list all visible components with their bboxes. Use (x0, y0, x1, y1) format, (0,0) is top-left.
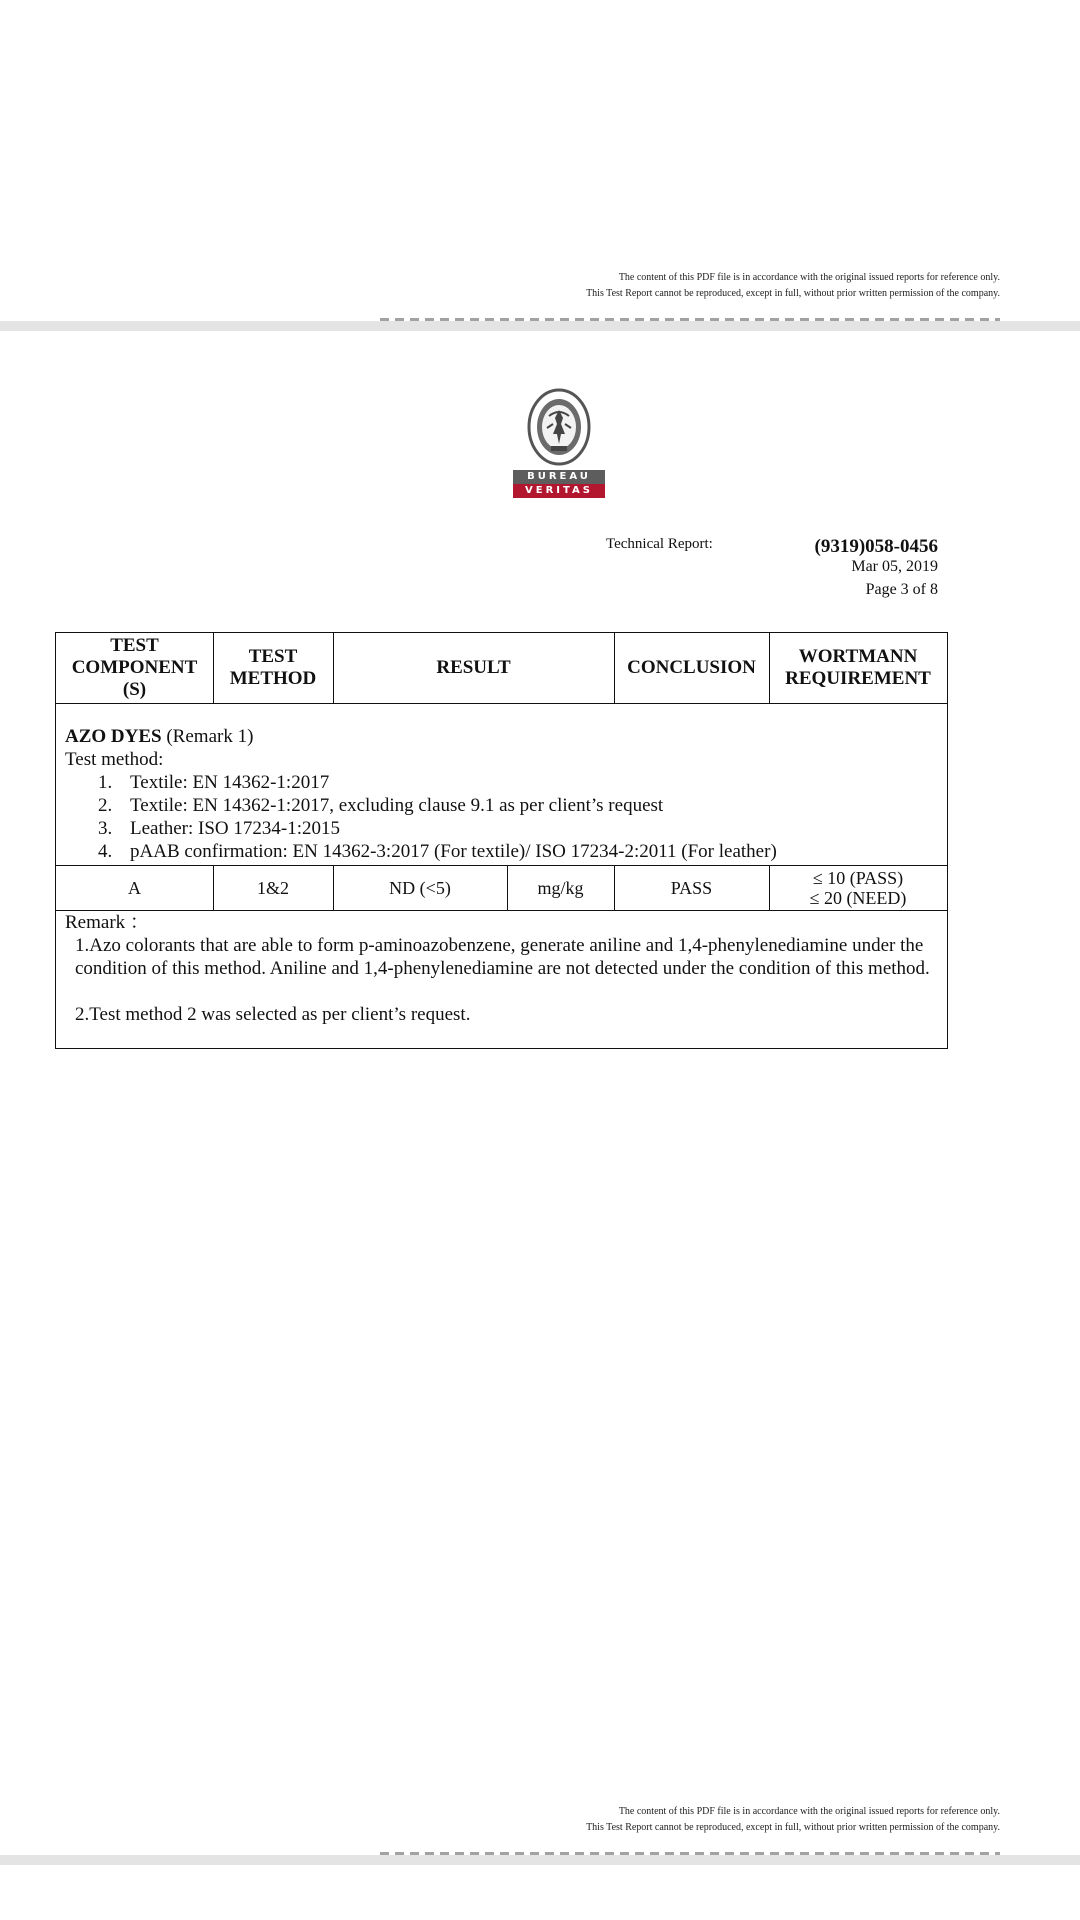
method-text: Textile: EN 14362-1:2017, excluding clause 9.1 as per client’s request (130, 795, 664, 816)
cell-conclusion: PASS (670, 877, 713, 898)
method-text: Textile: EN 14362-1:2017 (130, 772, 330, 793)
table-rule (769, 633, 770, 703)
report-date: Mar 05, 2019 (851, 558, 938, 575)
cell-unit: mg/kg (537, 877, 584, 898)
table-rule (614, 865, 615, 910)
cell-method: 1&2 (256, 877, 289, 898)
table-rule (333, 633, 334, 703)
table-rule (56, 703, 947, 704)
azo-dyes-section (65, 725, 935, 863)
table-rule (614, 633, 615, 703)
report-number: (9319)058-0456 (814, 536, 938, 557)
method-item (65, 817, 935, 840)
method-item (65, 794, 935, 817)
section-note: (Remark 1) (166, 726, 254, 747)
section-title: AZO DYES (65, 726, 162, 747)
table-rule (507, 865, 508, 910)
bureau-veritas-logo (513, 388, 605, 500)
seal-icon (527, 388, 591, 466)
header-result: RESULT (436, 657, 511, 678)
header-conclusion: CONCLUSION (627, 657, 756, 678)
method-number: 2. (98, 795, 113, 816)
table-rule (213, 865, 214, 910)
method-text: Leather: ISO 17234-1:2015 (130, 818, 341, 839)
remark-label: Remark ： (65, 912, 149, 933)
cell-requirement (769, 866, 947, 910)
requirement-pass: ≤ 10 (PASS) (812, 868, 904, 888)
method-item (65, 771, 935, 794)
method-number: 3. (98, 818, 113, 839)
cell-result: ND (<5) (389, 877, 451, 898)
logo-veritas-band: VERITAS (513, 484, 605, 498)
page-separator (0, 1855, 1080, 1865)
disclaimer-line-2: This Test Report cannot be reproduced, except in full, without prior written permission of the company. (586, 1822, 1000, 1833)
method-item (65, 840, 935, 863)
table-rule (213, 633, 214, 703)
remark-1: 1.Azo colorants that are able to form p-aminoazobenzene, generate aniline and 1,4-phenylenediamine under the condition of this method. Aniline and 1,4-phenylenediamine are not detected under the condition of this method. (75, 935, 930, 979)
remark-section (65, 911, 941, 1026)
disclaimer-line-2: This Test Report cannot be reproduced, except in full, without prior written permission of the company. (586, 288, 1000, 299)
test-method-label: Test method: (65, 749, 164, 770)
header-requirement: WORTMANN REQUIREMENT (785, 646, 931, 689)
page-indicator: Page 3 of 8 (865, 581, 938, 598)
table-rule (769, 865, 770, 910)
header-test-component: TEST COMPONENT (S) (71, 635, 198, 700)
disclaimer-line-1: The content of this PDF file is in accordance with the original issued reports for reference only. (618, 272, 1000, 283)
method-number: 4. (98, 841, 113, 862)
method-text: pAAB confirmation: EN 14362-3:2017 (For textile)/ ISO 17234-2:2011 (For leather) (130, 841, 777, 862)
cell-component: A (128, 877, 141, 898)
logo-bureau-band: BUREAU (513, 470, 605, 484)
bottom-disclaimer (300, 1804, 1000, 1836)
technical-report-label: Technical Report: (606, 536, 713, 552)
remark-2: 2.Test method 2 was selected as per client’s request. (75, 1004, 471, 1025)
page-separator (0, 321, 1080, 331)
header-test-method: TEST METHOD (229, 646, 317, 689)
table-rule (333, 865, 334, 910)
requirement-need: ≤ 20 (NEED) (809, 888, 907, 908)
top-disclaimer (300, 270, 1000, 302)
method-number: 1. (98, 772, 113, 793)
disclaimer-line-1: The content of this PDF file is in accordance with the original issued reports for reference only. (618, 1806, 1000, 1817)
results-table (55, 632, 948, 1049)
